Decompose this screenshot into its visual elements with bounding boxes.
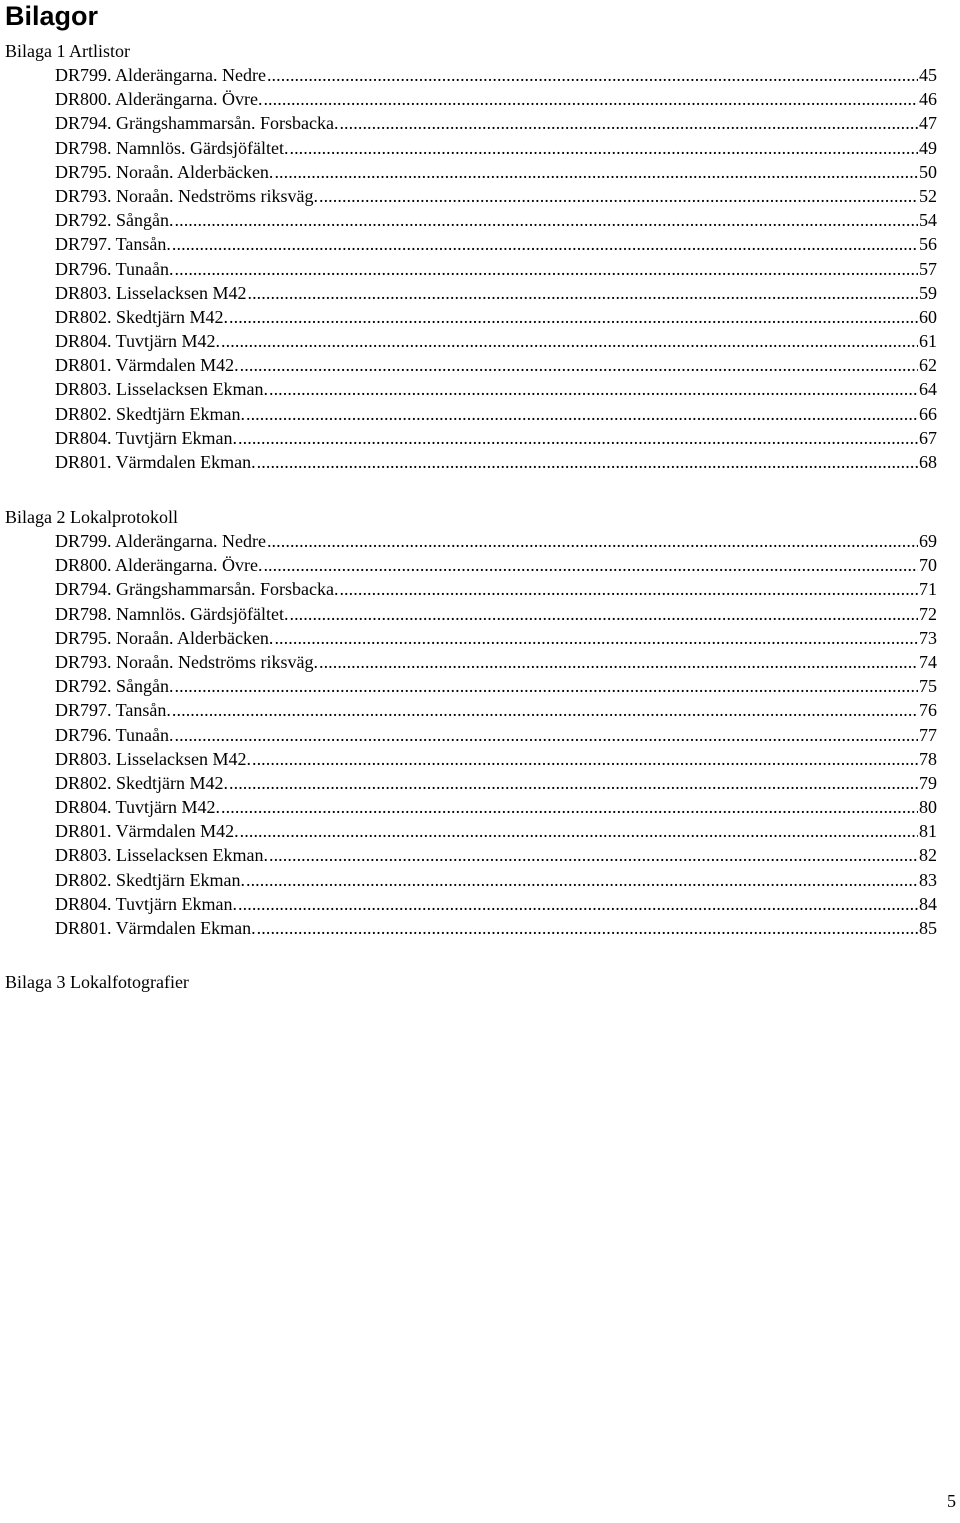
toc-entry[interactable] [55,650,937,674]
toc-entry[interactable] [55,329,937,353]
dot-leader [252,747,918,771]
toc-entry-page-number: 56 [919,234,937,255]
page-title: Bilagor [5,1,99,31]
toc-entry-page-number: 83 [919,869,937,890]
dot-leader [221,329,918,353]
dot-leader [269,377,918,401]
toc-entry[interactable] [55,698,937,722]
toc-entry[interactable] [55,111,937,135]
toc-entry-label: DR804. Tuvtjärn M42. [55,797,221,818]
toc-entry-label: DR798. Namnlös. Gärdsjöfältet. [55,603,289,624]
toc-entry[interactable] [55,450,937,474]
toc-entry[interactable] [55,747,937,771]
dot-leader [274,160,918,184]
toc-entry-page-number: 73 [919,627,937,648]
toc-entry[interactable] [55,353,937,377]
toc-entry-label: DR804. Tuvtjärn M42. [55,331,221,352]
dot-leader [175,208,919,232]
toc-entry-label: DR795. Noraån. Alderbäcken. [55,627,274,648]
dot-leader [246,868,918,892]
toc-entry-label: DR803. Lisselacksen Ekman. [55,379,268,400]
dot-leader [319,650,918,674]
toc-entry-page-number: 46 [919,89,937,110]
toc-entry-page-number: 54 [919,210,937,231]
dot-leader [267,63,918,87]
toc-list-lokalprotokoll [55,529,937,940]
toc-entry-label: DR804. Tuvtjärn Ekman. [55,427,238,448]
toc-entry-label: DR799. Alderängarna. Nedre [55,65,266,85]
toc-entry-label: DR800. Alderängarna. Övre. [55,89,263,110]
toc-entry-label: DR792. Sångån. [55,210,174,231]
toc-entry-label: DR799. Alderängarna. Nedre [55,531,266,551]
dot-leader [221,795,918,819]
dot-leader [263,553,918,577]
toc-entry-label: DR800. Alderängarna. Övre. [55,555,263,576]
toc-entry[interactable] [55,577,937,601]
toc-entry-page-number: 74 [919,651,937,672]
dot-leader [175,257,918,281]
toc-entry-page-number: 64 [919,379,937,400]
toc-entry[interactable] [55,208,937,232]
toc-entry-label: DR793. Noraån. Nedströms riksväg. [55,185,318,206]
toc-entry[interactable] [55,674,937,698]
toc-list-artlistor [55,63,937,474]
toc-entry[interactable] [55,626,937,650]
toc-entry[interactable] [55,257,937,281]
toc-entry-page-number: 67 [919,427,937,448]
section-heading-lokalprotokoll: Bilaga 2 Lokalprotokoll [5,507,178,527]
page-number: 5 [947,1491,956,1511]
toc-entry-label: DR793. Noraån. Nedströms riksväg. [55,651,318,672]
toc-entry-label: DR801. Värmdalen M42. [55,821,239,842]
dot-leader [319,184,918,208]
toc-entry-page-number: 77 [919,724,937,745]
toc-entry-page-number: 84 [919,893,937,914]
toc-entry[interactable] [55,184,937,208]
toc-entry-page-number: 81 [919,821,937,842]
toc-entry-page-number: 49 [919,137,937,158]
toc-entry[interactable] [55,916,937,940]
toc-entry-label: DR803. Lisselacksen Ekman. [55,845,268,866]
toc-entry-label: DR803. Lisselacksen M42 [55,282,247,303]
toc-entry-label: DR796. Tunaån. [55,258,174,279]
toc-entry[interactable] [55,771,937,795]
toc-entry[interactable] [55,281,937,305]
toc-entry-page-number: 69 [919,531,937,551]
toc-entry-page-number: 82 [919,845,937,866]
toc-entry-page-number: 85 [919,918,937,938]
toc-entry-page-number: 78 [919,748,937,769]
dot-leader [175,674,919,698]
toc-entry[interactable] [55,892,937,916]
toc-entry-page-number: 60 [919,306,937,327]
dot-leader [289,136,918,160]
toc-entry[interactable] [55,402,937,426]
toc-entry-page-number: 70 [919,555,937,576]
toc-entry-page-number: 62 [919,355,937,376]
dot-leader [238,892,918,916]
toc-entry[interactable] [55,377,937,401]
toc-entry-page-number: 66 [919,403,937,424]
toc-entry-label: DR795. Noraån. Alderbäcken. [55,161,274,182]
dot-leader [175,723,918,747]
toc-entry-label: DR802. Skedtjärn Ekman. [55,869,245,890]
dot-leader [229,305,918,329]
toc-entry[interactable] [55,232,937,256]
dot-leader [172,698,918,722]
toc-entry[interactable] [55,868,937,892]
dot-leader [263,87,918,111]
toc-entry-label: DR802. Skedtjärn M42. [55,772,228,793]
toc-entry-label: DR797. Tansån. [55,700,171,721]
dot-leader [240,353,918,377]
toc-entry[interactable] [55,63,937,87]
toc-entry-page-number: 79 [919,772,937,793]
dot-leader [257,916,918,940]
dot-leader [172,232,918,256]
toc-entry-page-number: 71 [919,579,937,600]
toc-entry-page-number: 61 [919,331,937,352]
toc-entry-label: DR802. Skedtjärn Ekman. [55,403,245,424]
toc-entry-page-number: 80 [919,797,937,818]
toc-entry-page-number: 72 [919,603,937,624]
toc-entry-page-number: 47 [919,113,937,134]
dot-leader [289,602,918,626]
toc-entry-label: DR796. Tunaån. [55,724,174,745]
section-heading-lokalfotografier[interactable]: Bilaga 3 Lokalfotografier [5,972,189,992]
toc-entry-label: DR794. Grängshammarsån. Forsbacka. [55,113,339,134]
toc-entry-page-number: 59 [919,282,937,303]
dot-leader [240,819,918,843]
dot-leader [339,577,918,601]
toc-entry-label: DR792. Sångån. [55,676,174,697]
dot-leader [246,402,918,426]
toc-entry-label: DR801. Värmdalen Ekman. [55,918,256,938]
toc-entry-label: DR798. Namnlös. Gärdsjöfältet. [55,137,289,158]
toc-entry[interactable] [55,843,937,867]
dot-leader [267,529,918,553]
toc-entry-label: DR802. Skedtjärn M42. [55,306,228,327]
toc-entry-label: DR803. Lisselacksen M42. [55,748,251,769]
toc-entry-page-number: 52 [919,185,937,206]
toc-entry[interactable] [55,136,937,160]
toc-entry-page-number: 50 [919,161,937,182]
dot-leader [257,450,918,474]
dot-leader [247,281,918,305]
dot-leader [229,771,918,795]
toc-entry[interactable] [55,553,937,577]
toc-entry[interactable] [55,160,937,184]
dot-leader [339,111,918,135]
dot-leader [274,626,918,650]
toc-entry-label: DR801. Värmdalen Ekman. [55,452,256,472]
dot-leader [238,426,918,450]
toc-entry-page-number: 76 [919,700,937,721]
toc-entry-label: DR804. Tuvtjärn Ekman. [55,893,238,914]
toc-entry[interactable] [55,602,937,626]
toc-entry-label: DR794. Grängshammarsån. Forsbacka. [55,579,339,600]
toc-entry[interactable] [55,819,937,843]
toc-entry-page-number: 45 [919,65,937,85]
toc-entry-page-number: 68 [919,452,937,472]
toc-entry-page-number: 75 [919,676,937,697]
toc-entry-page-number: 57 [919,258,937,279]
toc-entry[interactable] [55,723,937,747]
toc-entry[interactable] [55,305,937,329]
toc-entry-label: DR797. Tansån. [55,234,171,255]
toc-entry-label: DR801. Värmdalen M42. [55,355,239,376]
toc-entry[interactable] [55,426,937,450]
dot-leader [269,843,918,867]
toc-entry[interactable] [55,795,937,819]
toc-entry[interactable] [55,87,937,111]
toc-entry[interactable] [55,529,937,553]
section-heading-artlistor: Bilaga 1 Artlistor [5,41,130,61]
